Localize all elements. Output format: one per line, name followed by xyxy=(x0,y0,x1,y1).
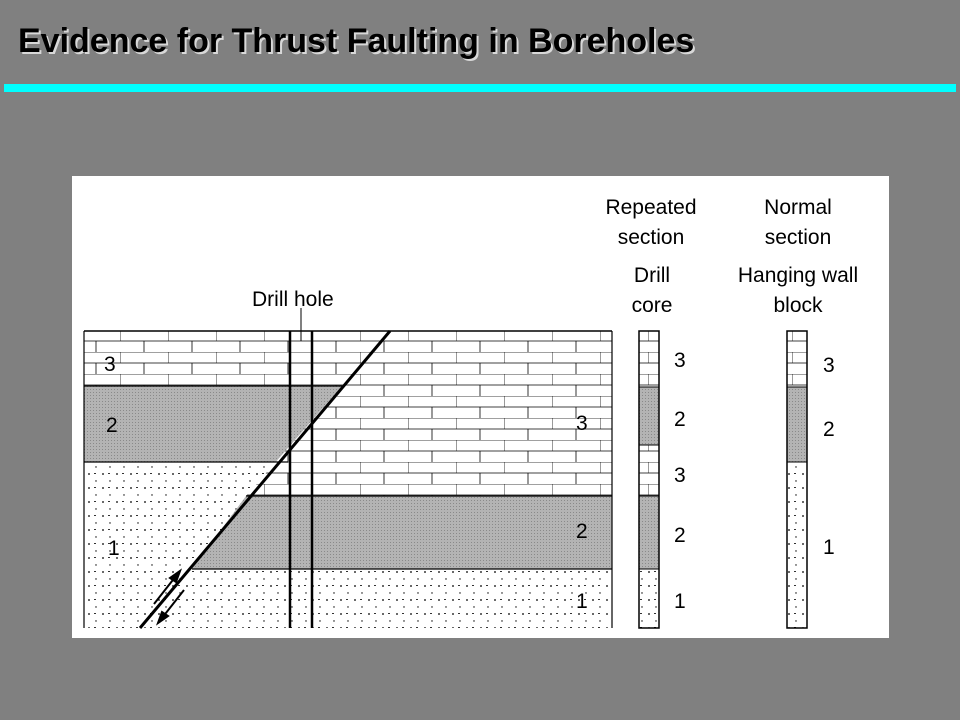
drill-core-header-line-1: Drill xyxy=(633,264,671,287)
slide-title: Evidence for Thrust Faulting in Boreholes xyxy=(18,22,695,60)
hanging-wall-unit-label-3: 1 xyxy=(823,536,835,559)
drill-core-unit-label-2: 2 xyxy=(674,408,686,431)
footwall-unit-1-label: 1 xyxy=(108,537,120,560)
footwall-unit-3 xyxy=(84,331,390,386)
drill-core-column xyxy=(605,196,696,628)
hanging-wall-unit-2 xyxy=(192,496,612,569)
hanging-wall-block-header-line-2: block xyxy=(773,294,823,317)
figure-svg xyxy=(72,176,889,638)
hanging-wall-unit-label-2: 2 xyxy=(823,418,835,441)
drill-core-unit-label-1: 3 xyxy=(674,349,686,372)
drill-core-unit-label-3: 3 xyxy=(674,464,686,487)
title-underline xyxy=(4,84,956,92)
normal-section-header-line-1: Normal xyxy=(764,196,832,219)
hanging-wall-unit-1-label: 1 xyxy=(576,590,588,613)
hanging-wall-unit-2-label: 2 xyxy=(576,520,588,543)
hanging-wall-block-header-line-1: Hanging wall xyxy=(737,264,859,287)
footwall-unit-3-label: 3 xyxy=(104,353,116,376)
hanging-wall-unit-1 xyxy=(140,569,612,628)
drill-hole-label: Drill hole xyxy=(252,288,334,311)
normal-section-header-line-2: section xyxy=(764,226,832,249)
repeated-section-header-line-1: Repeated xyxy=(605,196,697,219)
footwall-unit-2-label: 2 xyxy=(106,414,118,437)
hanging-wall-unit-label-1: 3 xyxy=(823,354,835,377)
drill-core-header-line-2: core xyxy=(631,294,673,317)
repeated-section-header-line-2: section xyxy=(617,226,685,249)
hanging-wall-unit-3-label: 3 xyxy=(576,412,588,435)
hanging-wall-column xyxy=(738,196,858,628)
thrust-fault-figure xyxy=(72,176,889,638)
cross-section xyxy=(84,288,612,628)
drill-core-unit-label-5: 1 xyxy=(674,590,686,613)
drill-core-unit-label-4: 2 xyxy=(674,524,686,547)
